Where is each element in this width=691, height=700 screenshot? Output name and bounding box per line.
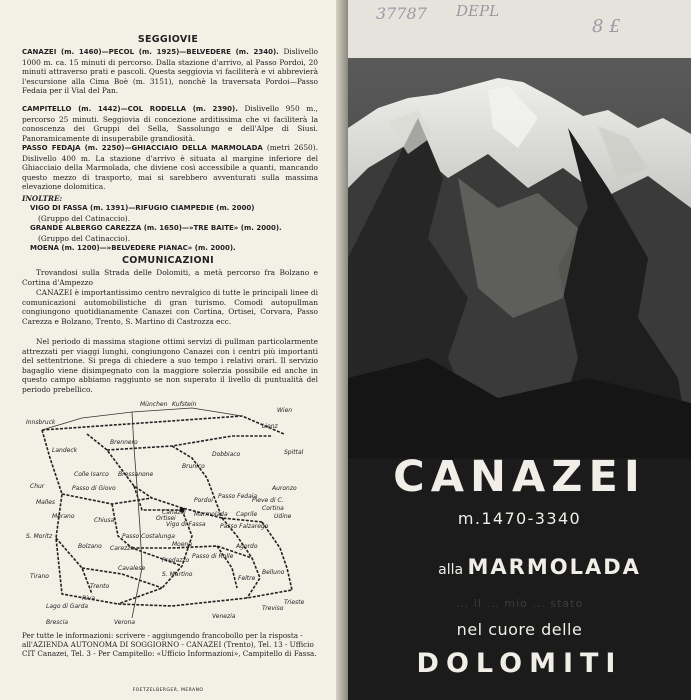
map-label: Passo Fedaia (218, 493, 258, 500)
map-label: S. Martino (162, 571, 193, 578)
map-label: Tirano (30, 573, 49, 580)
map-label: Vigo di Fassa (166, 521, 206, 528)
comunicazioni-p1: Trovandosi sulla Strada delle Dolomiti, a metà percorso fra Bolzano e Cortina d'Ampezzo (22, 268, 318, 287)
map-label: Chiusa (94, 517, 115, 524)
map-label: Malles (36, 499, 56, 506)
map-label: Trento (90, 583, 110, 590)
route-map (22, 398, 322, 626)
map-label: Auronzo (272, 485, 297, 492)
cover-title: CANAZEI (393, 452, 646, 502)
map-label: Colle Isarco (74, 471, 109, 478)
map-label: Bolzano (78, 543, 102, 550)
map-label: Caprile (236, 511, 258, 518)
map-label: S. Moritz (26, 533, 53, 540)
map-label: Cavalese (118, 565, 146, 572)
inoltre-list: VIGO DI FASSA (m. 1391)—RIFUGIO CIAMPEDIE (m. 2000) (Gruppo del Catinaccio). GRANDE ALBERGO CAREZZA (m. 1650)—»TRE BAITE» (m. 2000). (Gruppo del Catinaccio). MOENA (m. 1200)—»BELVEDERE PIANAC» (m. 2000). (30, 203, 320, 254)
map-label: Venezia (212, 613, 236, 620)
map-label: Riva (82, 595, 96, 602)
map-label: Pieve di C. (252, 497, 284, 504)
map-label: München (140, 401, 168, 408)
cover-marmolada: alla MARMOLADA (438, 555, 641, 579)
map-label: Brennero (110, 439, 138, 446)
cover-faded-line: ... il ... mio ... stato (455, 597, 584, 610)
handwritten-code: DEPL (456, 2, 500, 20)
map-label: Kufstein (172, 401, 197, 408)
comunicazioni-p2: CANAZEI è importantissimo centro nevralgico di tutte le principali linee di comunicazioni automobilistiche di gran turismo. Comodi autopullman congiungono quotidianamente Canazei con Cortina, Ortisei, Corvara, Passo Carezza e Bolzano, Trento, S. Martino di Castrozza ecc. (22, 288, 318, 326)
map-label: Chur (30, 483, 45, 490)
map-label: Bressanone (118, 471, 154, 478)
seggiovia-canazei: CANAZEI (m. 1460)—PECOL (m. 1925)—BELVEDERE (m. 2340). Dislivello 1000 m. ca. 15 minuti di percorso. Dalla stazione d'arrivo, al Passo Pordoi, 20 minuti attraverso prati e pascoli. Questa seggiovia vi faciliterà e vi abbrevierà l'escursione alla Cima Boè (m. 3151), nonchè la traversata Pordoi—Passo Fedaia per il Vial del Pan. (22, 47, 318, 95)
printer-credit: FOETZELBERGER, MERANO (132, 688, 204, 693)
map-label: Canazei (162, 509, 186, 516)
map-label: Belluno (262, 569, 285, 576)
mountain-photo (348, 58, 691, 458)
map-label: Pordoi (194, 497, 213, 504)
left-panel (0, 0, 336, 700)
cover-panel (348, 0, 691, 700)
map-label: Merano (52, 513, 75, 520)
map-label: Feltre (238, 575, 256, 582)
seggiovia-fedaia: PASSO FEDAJA (m. 2250)—GHIACCIAIO DELLA MARMOLADA (metri 2650). Dislivello 400 m. La stazione d'arrivo è situata al margine inferiore del Ghiacciaio della Marmolada, che diviene così accessibile a quanti, mancando questo mezzo di trasporto, mai si sarebbero avventurati sulla massima elevazione dolomitica. (22, 143, 318, 191)
comunicazioni-heading: COMUNICAZIONI (122, 255, 214, 266)
cover-altitude: m.1470-3340 (457, 509, 582, 528)
map-label: Carezza (110, 545, 134, 552)
page-fold (336, 0, 348, 700)
handwritten-price: 8 £ (592, 16, 621, 37)
map-label: Brunico (182, 463, 205, 470)
map-label: Brescia (46, 619, 69, 626)
seggiovie-heading: SEGGIOVIE (137, 34, 199, 45)
comunicazioni-p3: Nel periodo di massima stagione ottimi servizi di pullman particolarmente attrezzati per viaggi lunghi, congiungono Canazei con i centri più importanti del settentrione. Si prega di chiedere a suo tempo i relativi orari. Il servizio bagaglio viene disimpegnato con la maggiore solerzia possibile ed anche in questo campo abbiamo raggiunto se non superato il livello di puntualità del periodo prebellico. (22, 337, 318, 394)
map-label: Cortina (262, 505, 284, 512)
map-label: Verona (114, 619, 136, 626)
cover-subtitle: nel cuore delle (456, 620, 583, 639)
map-label: Marmolada (194, 511, 228, 518)
map-label: Treviso (262, 605, 284, 612)
inoltre-item: GRANDE ALBERGO CAREZZA (m. 1650)—»TRE BAITE» (m. 2000). (30, 224, 282, 232)
map-label: Passo di Giovo (72, 485, 116, 492)
map-label: Trieste (284, 599, 305, 606)
map-label: Passo Costalunga (122, 533, 175, 540)
map-label: Udine (274, 513, 292, 520)
map-label: Passo Falzarego (220, 523, 269, 530)
info-footer: Per tutte le informazioni: scrivere - aggiungendo francobollo per la risposta - all'AZIENDA AUTONOMA DI SOGGIORNO - CANAZEI (Trento), Tel. 13 - Ufficio CIT Canazei, Tel. 3 - Per Campitello: «Ufficio Informazioni», Campitello di Fassa. (22, 631, 317, 658)
map-label: Passo di Rolle (192, 553, 234, 560)
map-label: Innsbruck (26, 419, 56, 426)
seggiovia-campitello: CAMPITELLO (m. 1442)—COL RODELLA (m. 2390). Dislivello 950 m., percorso 25 minuti. Seggiovia di concezione arditissima che vi faciliterà la conoscenza dei Gruppi del Sella, Sassolungo e dell'Alpe di Siusi. Panoramicamente di insuperabile grandiosità. (22, 104, 318, 143)
map-label: Spittal (284, 449, 304, 456)
handwritten-number: 37787 (376, 4, 427, 23)
map-label: Landeck (52, 447, 78, 454)
cover-dolomiti: DOLOMITI (416, 648, 623, 679)
map-label: Predazzo (162, 557, 190, 564)
inoltre-item: MOENA (m. 1200)—»BELVEDERE PIANAC» (m. 2000). (30, 244, 236, 252)
map-label: Wien (277, 407, 293, 414)
map-labels (26, 401, 305, 626)
map-label: Dobbiaco (212, 451, 241, 458)
map-label: Ortisei (156, 515, 176, 522)
inoltre-label: INOLTRE: (22, 194, 63, 203)
map-label: Moena (172, 541, 193, 548)
map-label: Lienz (262, 423, 278, 430)
inoltre-item: VIGO DI FASSA (m. 1391)—RIFUGIO CIAMPEDIE (m. 2000) (30, 204, 255, 212)
map-label: Agordo (236, 543, 258, 550)
map-label: Lago di Garda (46, 603, 89, 610)
